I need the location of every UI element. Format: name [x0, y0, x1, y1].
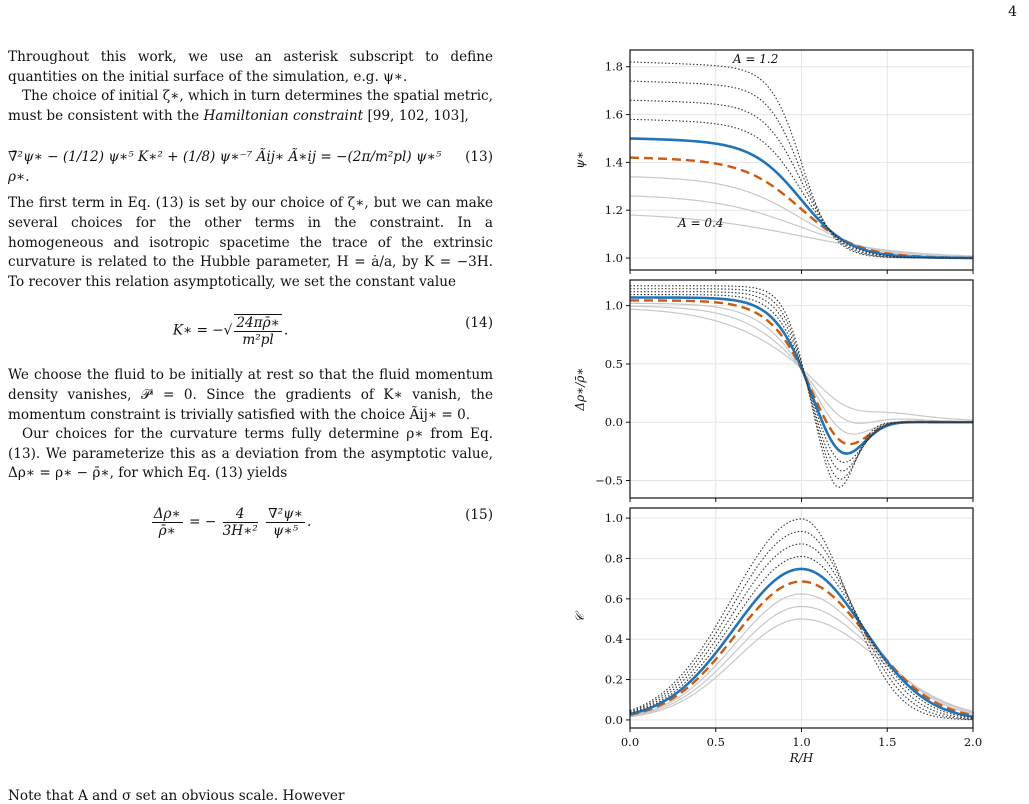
figure: [560, 40, 1020, 780]
paragraph-2: [8, 87, 493, 126]
equation-13: [8, 140, 493, 185]
panel-1: [573, 50, 973, 274]
tick-label-y: 1.0: [604, 511, 623, 526]
tick-label-x: 0.5: [706, 735, 725, 749]
paragraph-1: Throughout this work, we use an asterisk subscript to define quantities on the initial surface of the simulation, e.g. ψ∗.: [8, 49, 493, 85]
tick-label-y: 1.0: [604, 251, 623, 266]
y-axis-label: 𝒞: [573, 613, 587, 623]
equation-14-lhs: K∗ = −√: [172, 322, 233, 339]
tick-label-x: 1.0: [792, 735, 811, 749]
x-axis-label: R/H: [789, 751, 814, 765]
equation-15-number: (15): [465, 506, 493, 523]
annotation-a-low: A = 0.4: [678, 215, 724, 230]
tick-label-x: 1.5: [878, 735, 897, 749]
equation-14: [8, 306, 493, 352]
equation-15-equals: = −: [189, 513, 217, 530]
equation-14-body: K∗ = −√ $\frac{24\pi\rhō∗}{\text{m²pl}}$ .: [172, 315, 289, 349]
equation-14-number: (14): [465, 315, 493, 332]
paragraph-6: Note that A and σ set an obvious scale. However: [8, 788, 345, 804]
equation-15-left-numerator: Δρ∗: [153, 505, 181, 522]
equation-15-left-denominator: ρ̄∗: [158, 522, 176, 539]
tick-label-y: 0.4: [604, 632, 623, 647]
equation-15-coef-numerator: 4: [223, 506, 258, 523]
paragraph-5: Our choices for the curvature terms fully determine ρ∗ from Eq. (13). We parameterize this as a deviation from the asymptotic value, Δρ∗ = ρ∗ − ρ̄∗, for which Eq. (13) yields: [8, 426, 493, 482]
paragraph-2-a: The choice of initial ζ∗, which in turn determines the spatial metric, must be consistent with the: [8, 88, 493, 124]
equation-15-coef-denominator: 3H∗²: [222, 522, 258, 539]
tick-label-y: 0.0: [604, 415, 623, 430]
equation-15-right-fraction: [266, 506, 305, 539]
paragraph-2-b: [99, 102, 103],: [363, 107, 469, 124]
equation-15-right-numerator: ∇²ψ∗: [268, 505, 303, 522]
tick-label-y: 0.8: [604, 551, 623, 566]
tick-label-y: 0.5: [604, 356, 623, 371]
tick-label-y: 0.2: [604, 672, 623, 687]
equation-15-coefficient: [223, 506, 258, 539]
equation-15-left-fraction: [152, 506, 183, 539]
tick-label-y: 1.8: [604, 59, 623, 74]
equation-14-fraction: [234, 314, 281, 348]
equation-15-right-denominator: ψ∗⁵: [272, 522, 299, 539]
text-column: [8, 48, 493, 558]
tick-label-x: 0.0: [620, 735, 640, 749]
tick-label-y: −0.5: [595, 473, 623, 488]
y-axis-label: ψ∗: [573, 151, 587, 169]
equation-14-numerator: 24πρ̄∗: [236, 315, 280, 332]
tick-label-y: 1.2: [604, 203, 623, 218]
tick-label-y: 1.4: [604, 155, 623, 170]
equation-13-body: ∇̄²ψ∗ − (1/12) ψ∗⁵ K∗² + (1/8) ψ∗⁻⁷ Ãij∗ Ã∗ij = −(2π/m²pl) ψ∗⁵ ρ∗.: [8, 149, 442, 185]
equation-15-body: $\frac{\Delta\rho∗}{\rhō∗}$ = − $\frac{4}{\text{3H∗²}}$ $\frac{\text{∇²ψ∗}}{\text{ψ∗⁵}}$ .: [153, 505, 312, 539]
paragraph-4: We choose the fluid to be initially at rest so that the fluid momentum density vanishes, 𝒫ⁱ = 0. Since the gradients of K∗ vanish, the momentum constraint is trivially satisfied with the choice Ãij∗ = 0.: [8, 367, 493, 423]
tick-label-x: 2.0: [963, 735, 983, 749]
hamiltonian-constraint-term: Hamiltonian constraint: [203, 107, 364, 124]
panel-3: [573, 508, 982, 765]
page-number: 4: [1008, 4, 1017, 20]
panel-2: [573, 280, 973, 502]
y-axis-label: Δρ∗/ρ̄∗: [573, 367, 587, 411]
tick-label-y: 1.6: [604, 107, 623, 122]
tick-label-y: 1.0: [604, 298, 623, 313]
tick-label-y: 0.6: [604, 591, 623, 606]
equation-13-number: (13): [465, 149, 493, 166]
figure-svg: [560, 40, 1020, 780]
paragraph-3: The first term in Eq. (13) is set by our choice of ζ∗, but we can make several choices for the other terms in the constraint. In a homogeneous and isotropic spacetime the trace of the extrinsic curvature is related to the Hubble parameter, H = ȧ/a, by K = −3H. To recover this relation asymptotically, we set the constant value: [8, 195, 493, 290]
equation-14-denominator: m²pl: [242, 332, 274, 349]
annotation-a-high: A = 1.2: [732, 52, 779, 67]
equation-15: [8, 498, 493, 544]
tick-label-y: 0.0: [604, 712, 623, 727]
